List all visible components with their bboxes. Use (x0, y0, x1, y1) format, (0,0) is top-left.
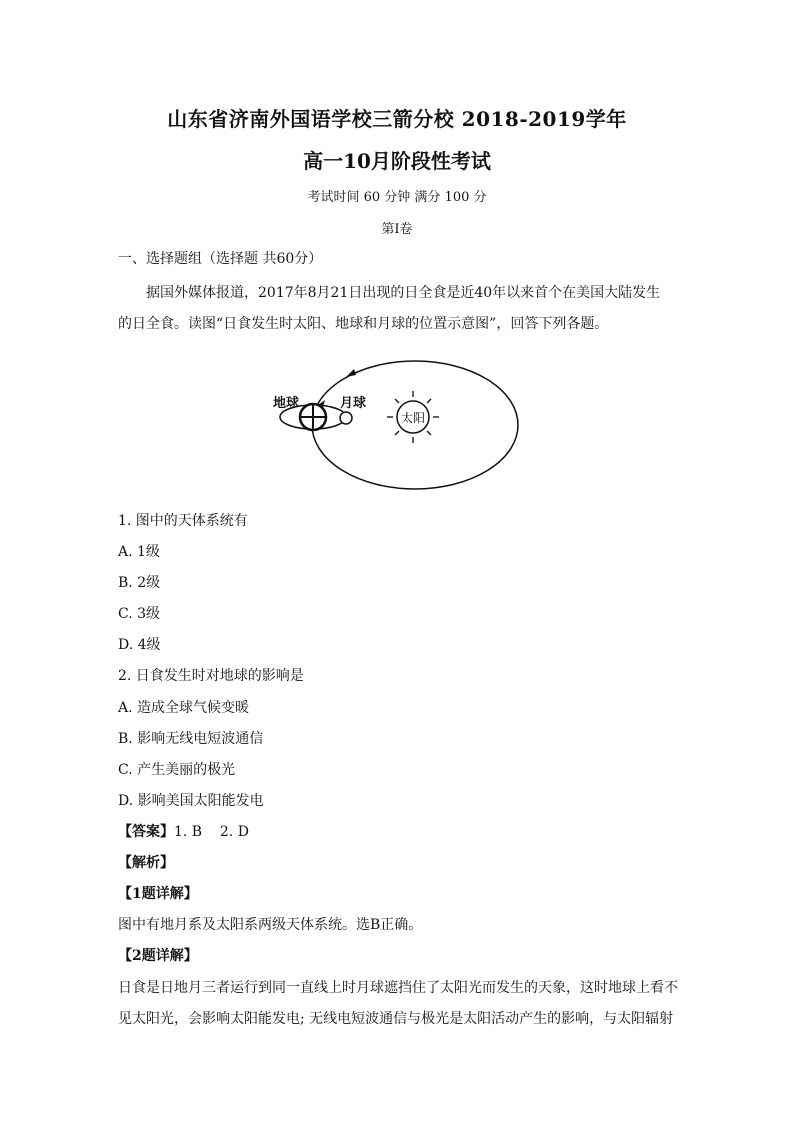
document-title: 山东省济南外国语学校三箭分校 2018-2019学年 (167, 107, 627, 131)
exam-info: 考试时间 60 分钟 满分 100 分 (307, 190, 487, 205)
q1-analysis-text: 图中有地月系及太阳系两级天体系统。选B正确。 (118, 917, 423, 933)
q2-analysis-line-2: 见太阳光，会影响太阳能发电; 无线电短波通信与极光是太阳活动产生的影响，与太阳辐射 (118, 1011, 674, 1027)
question-2-option-b: B. 影响无线电短波通信 (118, 731, 264, 747)
q1-analysis-heading: 【1题详解】 (118, 886, 198, 902)
volume-label: 第I卷 (381, 222, 413, 237)
question-1-option-b: B. 2级 (118, 575, 161, 591)
section-heading: 一、选择题组（选择题 共60分） (118, 251, 323, 267)
question-2-stem: 2. 日食发生时对地球的影响是 (118, 668, 304, 684)
answer-label: 【答案】 (118, 824, 174, 840)
document-subtitle: 高一10月阶段性考试 (303, 149, 491, 173)
answer-text: 1. B 2. D (174, 824, 249, 840)
q2-analysis-line-1: 日食是日地月三者运行到同一直线上时月球遮挡住了太阳光而发生的天象，这时地球上看不 (118, 980, 678, 996)
moon-icon (340, 412, 352, 424)
passage-line-2: 的日全食。读图“日食发生时太阳、地球和月球的位置示意图”，回答下列各题。 (118, 316, 609, 332)
earth-label: 地球 (273, 396, 300, 411)
question-1-stem: 1. 图中的天体系统有 (118, 513, 248, 529)
orbit-direction-arrow-icon (346, 369, 356, 377)
analysis-heading: 【解析】 (118, 855, 174, 871)
sun-earth-moon-diagram (268, 355, 528, 495)
question-2-option-c: C. 产生美丽的极光 (118, 762, 236, 778)
question-1-option-c: C. 3级 (118, 606, 161, 622)
answer-line (118, 821, 249, 841)
question-2-option-d: D. 影响美国太阳能发电 (118, 793, 264, 809)
question-1-option-d: D. 4级 (118, 637, 161, 653)
sun-label: 太阳 (400, 411, 426, 425)
passage-line-1: 据国外媒体报道，2017年8月21日出现的日全食是近40年以来首个在美国大陆发生 (146, 285, 661, 301)
question-1-option-a: A. 1级 (118, 544, 160, 560)
q2-analysis-heading: 【2题详解】 (118, 948, 198, 964)
moon-label: 月球 (340, 396, 367, 411)
question-2-option-a: A. 造成全球气候变暖 (118, 700, 250, 716)
